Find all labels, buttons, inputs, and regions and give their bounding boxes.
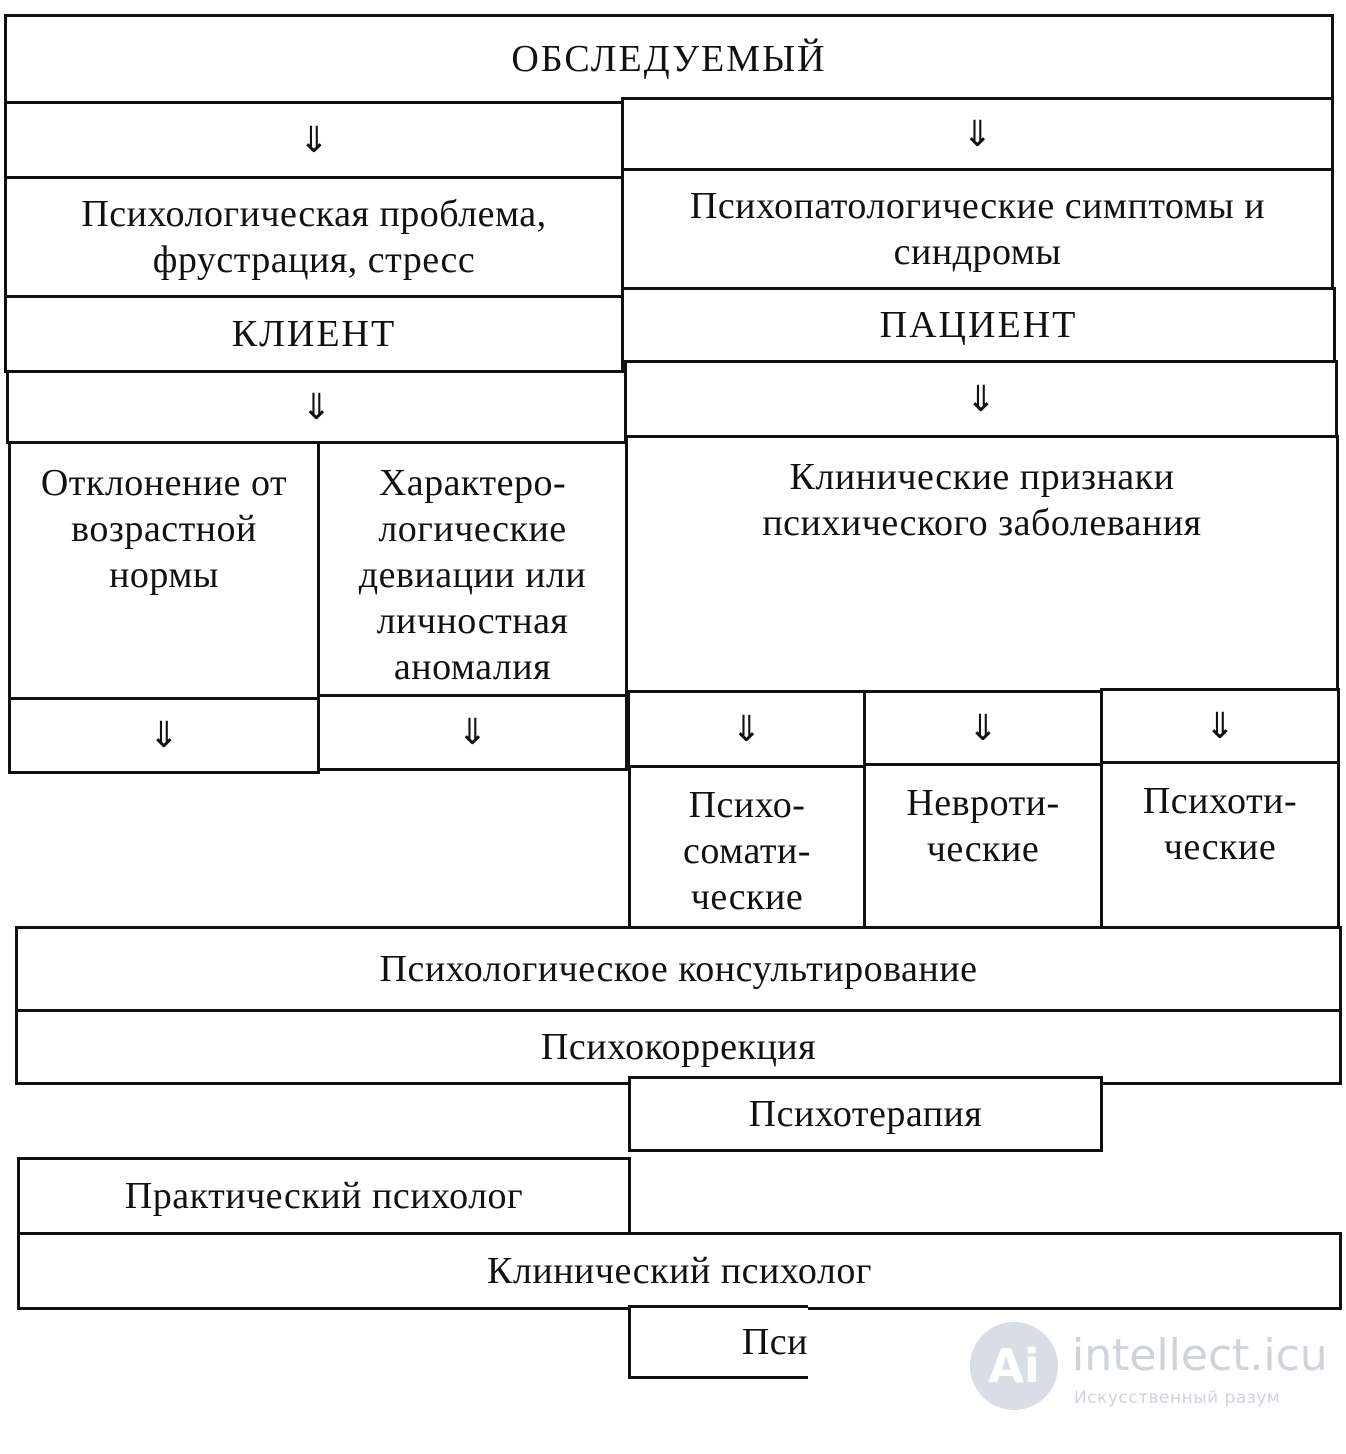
therapy-label: Психотерапия bbox=[748, 1093, 983, 1135]
age-deviation-box bbox=[8, 441, 320, 700]
examinee-box bbox=[4, 14, 1334, 104]
arrow-left-1 bbox=[4, 101, 624, 179]
arrow-down-icon: ⇓ bbox=[962, 113, 993, 155]
consulting-label: Психологическое консультирование bbox=[379, 948, 978, 990]
client-label: КЛИЕНТ bbox=[231, 313, 397, 355]
patient-label: ПАЦИЕНТ bbox=[879, 304, 1078, 346]
arrow-psychotic bbox=[1100, 688, 1340, 764]
truncated-label: Пси bbox=[741, 1321, 808, 1363]
consulting-box bbox=[15, 926, 1342, 1012]
age-deviation-label: Отклонение от возрастной нормы bbox=[40, 462, 288, 596]
arrow-character bbox=[317, 694, 628, 771]
watermark-logo-text: Ai bbox=[988, 1339, 1040, 1393]
arrow-right-2 bbox=[624, 360, 1338, 438]
arrow-age bbox=[8, 697, 320, 774]
arrow-down-icon: ⇓ bbox=[148, 715, 180, 756]
practical-psychologist-box bbox=[17, 1157, 631, 1235]
psych-problem-box bbox=[4, 176, 624, 298]
symptoms-label: Психопатологические симптомы и синдромы bbox=[689, 185, 1266, 273]
psychotic-label: Психоти-ческие bbox=[1142, 780, 1298, 868]
arrow-neurotic bbox=[863, 690, 1103, 766]
ai-logo-icon bbox=[970, 1322, 1058, 1410]
clinical-signs-box bbox=[625, 435, 1339, 693]
psych-problem-label: Психологическая проблема, фрустрация, стресс bbox=[81, 193, 547, 281]
truncated-box bbox=[628, 1305, 808, 1379]
examinee-label: ОБСЛЕДУЕМЫЙ bbox=[511, 38, 827, 80]
arrow-right-1 bbox=[621, 97, 1334, 171]
character-deviation-box bbox=[317, 441, 628, 697]
arrow-psychosomatic bbox=[627, 690, 866, 768]
practical-psychologist-label: Практический психолог bbox=[124, 1175, 524, 1217]
character-deviation-label: Характеро-логические девиации или личностная аномалия bbox=[358, 462, 587, 688]
clinical-psychologist-box bbox=[17, 1232, 1342, 1310]
patient-box bbox=[621, 287, 1336, 363]
arrow-down-icon: ⇓ bbox=[301, 386, 332, 428]
neurotic-box bbox=[863, 763, 1103, 929]
arrow-left-2 bbox=[6, 370, 627, 444]
arrow-down-icon: ⇓ bbox=[1204, 705, 1236, 747]
therapy-box bbox=[628, 1076, 1103, 1152]
watermark-subtitle: Искусственный разум bbox=[1074, 1388, 1281, 1408]
arrow-down-icon: ⇓ bbox=[457, 712, 488, 753]
correction-box bbox=[15, 1009, 1342, 1085]
arrow-down-icon: ⇓ bbox=[965, 378, 997, 420]
neurotic-label: Невроти-ческие bbox=[906, 782, 1060, 870]
psychosomatic-box bbox=[628, 765, 866, 931]
arrow-down-icon: ⇓ bbox=[298, 119, 330, 161]
clinical-signs-label: Клинические признаки психического заболевания bbox=[762, 456, 1202, 544]
psychosomatic-label: Психо-сомати-ческие bbox=[683, 784, 811, 918]
watermark bbox=[970, 1322, 1345, 1432]
psychotic-box bbox=[1100, 761, 1340, 929]
arrow-down-icon: ⇓ bbox=[967, 707, 999, 749]
correction-label: Психокоррекция bbox=[540, 1026, 817, 1068]
arrow-down-icon: ⇓ bbox=[731, 708, 762, 750]
watermark-title: intellect.icu bbox=[1072, 1330, 1328, 1381]
client-box bbox=[4, 295, 624, 373]
symptoms-box bbox=[621, 168, 1334, 290]
clinical-psychologist-label: Клинический психолог bbox=[487, 1250, 872, 1292]
